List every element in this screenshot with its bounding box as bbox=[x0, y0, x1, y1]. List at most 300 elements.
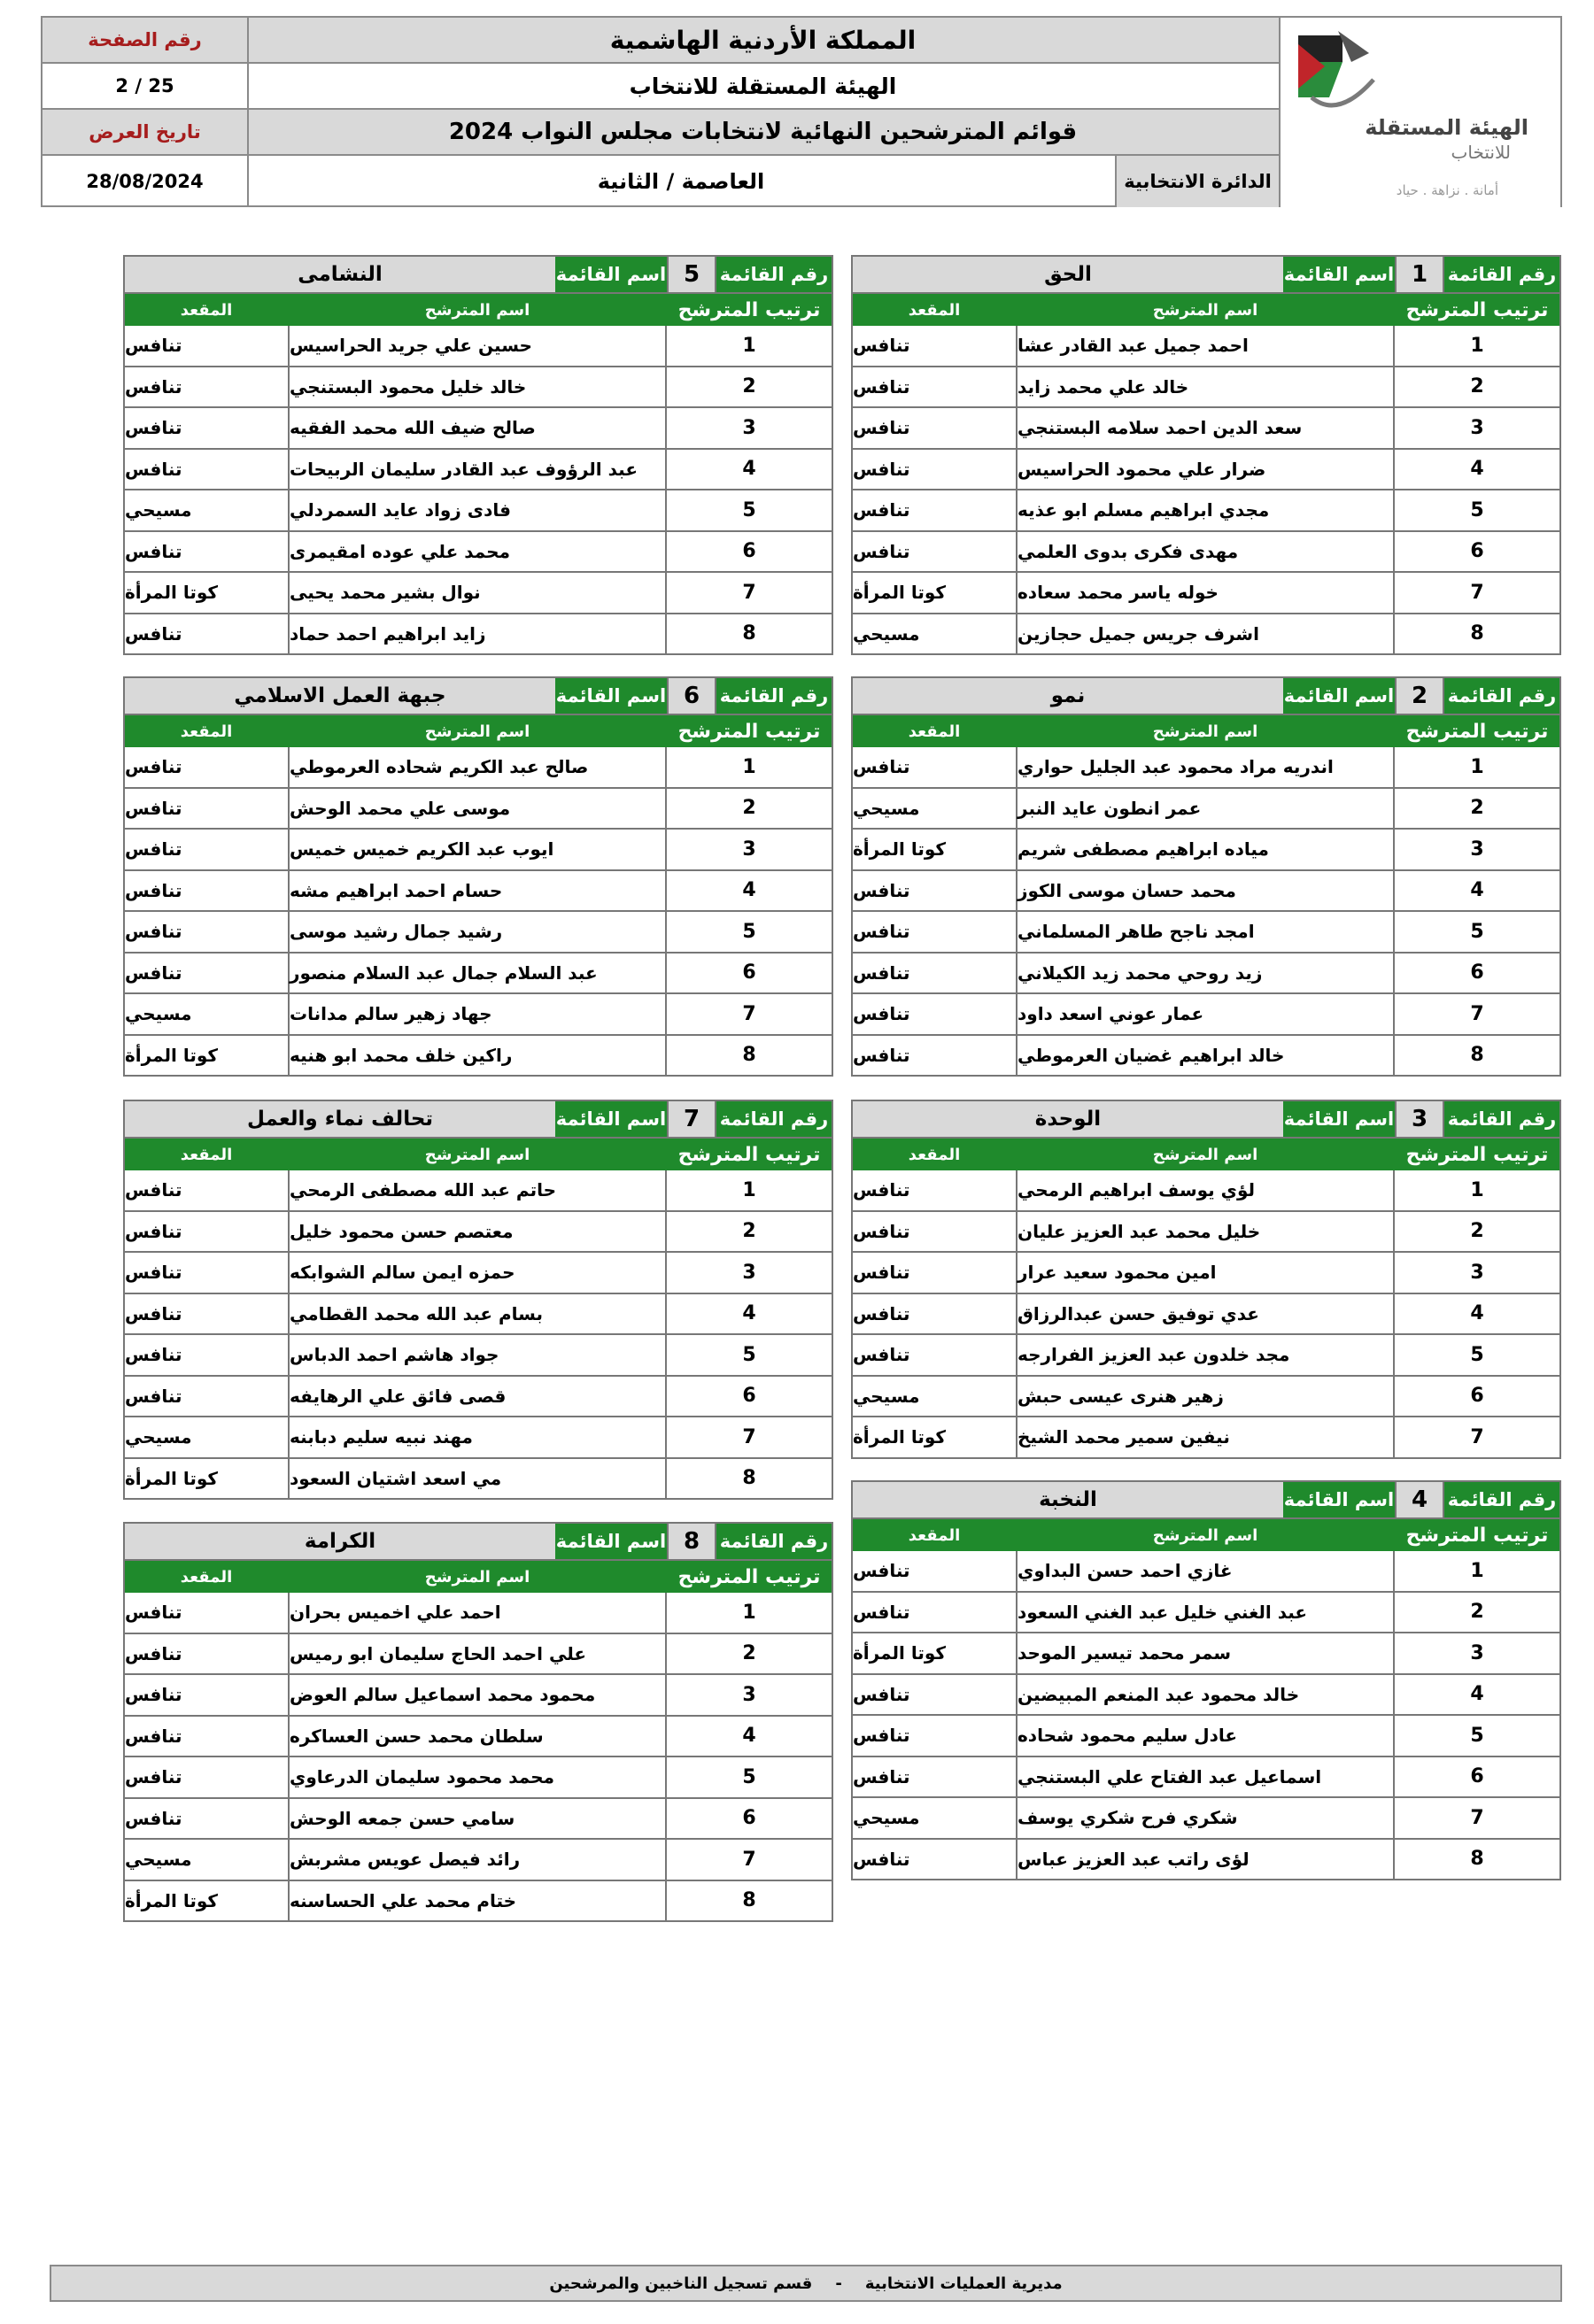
candidate-name: احمد علي اخميس بحران bbox=[288, 1593, 667, 1633]
col-name: اسم المترشح bbox=[1152, 300, 1258, 320]
candidate-seat: تنافس bbox=[125, 622, 182, 645]
candidate-seat: مسيحي bbox=[125, 1849, 192, 1871]
table-row bbox=[123, 408, 833, 450]
candidate-seat: كوتا المرأة bbox=[853, 582, 947, 604]
commission-logo bbox=[1279, 18, 1560, 207]
list-number: 2 bbox=[1395, 678, 1444, 714]
candidate-seat: تنافس bbox=[853, 335, 910, 357]
list-3 bbox=[851, 1100, 1561, 1459]
candidate-name: اسماعيل عبد الفتاح علي البستنجي bbox=[1016, 1757, 1395, 1797]
table-row bbox=[851, 1716, 1561, 1757]
col-name: اسم المترشح bbox=[1152, 722, 1258, 741]
candidate-name: خالد محمود عبد المنعم المبيضين bbox=[1016, 1675, 1395, 1715]
table-row bbox=[123, 954, 833, 995]
candidate-order: 2 bbox=[742, 797, 756, 820]
table-row bbox=[123, 912, 833, 954]
list-6 bbox=[123, 676, 833, 1077]
candidate-name: امجد ناجح طاهر المسلماني bbox=[1016, 912, 1395, 952]
table-row bbox=[123, 1417, 833, 1459]
candidate-order: 3 bbox=[1470, 416, 1484, 439]
candidate-seat: تنافس bbox=[853, 1179, 910, 1201]
candidate-order: 5 bbox=[742, 1765, 756, 1788]
candidate-name: خالد خليل محمود البستنجي bbox=[288, 367, 667, 407]
candidate-name: صالح ضيف الله محمد الفقيه bbox=[288, 408, 667, 448]
candidate-name: معتصم حسن محمود خليل bbox=[288, 1212, 667, 1252]
table-row bbox=[851, 789, 1561, 830]
candidate-seat: تنافس bbox=[853, 1765, 910, 1787]
candidate-order: 3 bbox=[1470, 1641, 1484, 1664]
candidate-order: 8 bbox=[1470, 622, 1484, 645]
candidate-name: خوله ياسر محمد سعاده bbox=[1016, 573, 1395, 613]
column-headers bbox=[123, 715, 833, 747]
footer-separator: - bbox=[835, 2274, 842, 2293]
candidate-name: جواد هاشم احمد الدباس bbox=[288, 1335, 667, 1375]
candidate-name: عبد الرؤوف عبد القادر سليمان الربيحات bbox=[288, 450, 667, 490]
candidate-order: 8 bbox=[742, 1889, 756, 1912]
list-name: الوحدة bbox=[1034, 1108, 1102, 1131]
table-row bbox=[123, 573, 833, 614]
candidate-seat: مسيحي bbox=[125, 1426, 192, 1448]
col-order: ترتيب المترشح bbox=[677, 1143, 821, 1166]
candidate-name: جهاد زهير سالم مدانات bbox=[288, 994, 667, 1034]
candidate-order: 4 bbox=[1470, 879, 1484, 902]
candidate-name: احمد جميل عبد القادر عشا bbox=[1016, 326, 1395, 366]
col-order: ترتيب المترشح bbox=[1405, 1524, 1549, 1547]
table-row bbox=[851, 450, 1561, 491]
candidate-order: 3 bbox=[1470, 838, 1484, 861]
list-name-label: اسم القائمة bbox=[555, 678, 667, 714]
list-7 bbox=[123, 1100, 833, 1500]
table-row bbox=[123, 1840, 833, 1881]
candidate-name: صالح عبد الكريم شحاده العرموطي bbox=[288, 747, 667, 787]
candidate-seat: تنافس bbox=[853, 879, 910, 901]
list-header bbox=[851, 1100, 1561, 1139]
candidate-name: غازي احمد حسن البداوي bbox=[1016, 1551, 1395, 1591]
table-row bbox=[851, 871, 1561, 913]
candidate-seat: تنافس bbox=[125, 458, 182, 480]
page-number-value: 2 / 25 bbox=[43, 64, 247, 110]
list-name: الكرامة bbox=[304, 1530, 376, 1553]
table-row bbox=[851, 747, 1561, 789]
col-seat: المقعد bbox=[180, 722, 233, 741]
candidate-seat: تنافس bbox=[853, 1848, 910, 1870]
candidate-name: لؤى راتب عبد العزيز عباس bbox=[1016, 1840, 1395, 1880]
candidate-seat: تنافس bbox=[853, 1302, 910, 1324]
candidate-name: مي اسعد اشتيان السعود bbox=[288, 1459, 667, 1499]
candidate-seat: تنافس bbox=[125, 1602, 182, 1624]
list-number: 4 bbox=[1395, 1482, 1444, 1517]
candidate-order: 2 bbox=[742, 1642, 756, 1665]
col-seat: المقعد bbox=[908, 1525, 961, 1545]
candidate-order: 1 bbox=[1470, 755, 1484, 778]
table-row bbox=[851, 1593, 1561, 1634]
candidate-name: خليل محمد عبد العزيز عليان bbox=[1016, 1212, 1395, 1252]
table-row bbox=[123, 490, 833, 532]
table-row bbox=[851, 367, 1561, 409]
candidate-name: محمد علي عوده امقيمرى bbox=[288, 532, 667, 572]
candidate-name: فادى زواد عايد السمردلي bbox=[288, 490, 667, 530]
candidate-seat: تنافس bbox=[125, 1725, 182, 1747]
table-row bbox=[123, 1036, 833, 1077]
candidate-seat: تنافس bbox=[853, 1044, 910, 1066]
candidate-seat: تنافس bbox=[853, 756, 910, 778]
candidate-seat: تنافس bbox=[853, 1220, 910, 1242]
candidate-order: 6 bbox=[742, 540, 756, 563]
candidate-order: 7 bbox=[742, 1002, 756, 1025]
col-seat: المقعد bbox=[908, 722, 961, 741]
candidate-seat: تنافس bbox=[853, 458, 910, 480]
candidate-order: 1 bbox=[742, 755, 756, 778]
list-number-label: رقم القائمة bbox=[1444, 1101, 1559, 1137]
candidate-name: عدي توفيق حسن عبدالرزاق bbox=[1016, 1294, 1395, 1334]
table-row bbox=[123, 1294, 833, 1336]
district-label: الدائرة الانتخابية bbox=[1115, 156, 1279, 207]
list-number: 8 bbox=[667, 1524, 716, 1559]
candidate-name: محمد محمود سليمان الدرعاوي bbox=[288, 1757, 667, 1797]
table-row bbox=[123, 1335, 833, 1377]
candidate-name: محمود محمد اسماعيل سالم العوض bbox=[288, 1675, 667, 1715]
table-row bbox=[123, 789, 833, 830]
candidate-order: 7 bbox=[1470, 1806, 1484, 1829]
table-row bbox=[851, 1377, 1561, 1418]
list-number-label: رقم القائمة bbox=[1444, 1482, 1559, 1517]
list-number-label: رقم القائمة bbox=[716, 1524, 832, 1559]
candidate-order: 3 bbox=[742, 1683, 756, 1706]
logo-subtitle: للانتخاب bbox=[1451, 142, 1511, 163]
list-5 bbox=[123, 255, 833, 655]
candidate-order: 7 bbox=[742, 1425, 756, 1448]
candidate-name: سمر محمد تيسير الموحد bbox=[1016, 1633, 1395, 1673]
candidate-order: 2 bbox=[1470, 797, 1484, 820]
table-row bbox=[123, 1634, 833, 1676]
table-row bbox=[123, 450, 833, 491]
candidate-name: لؤي يوسف ابراهيم الرمحي bbox=[1016, 1170, 1395, 1210]
candidate-order: 8 bbox=[742, 1044, 756, 1067]
candidate-order: 6 bbox=[1470, 1765, 1484, 1788]
candidate-name: زايد ابراهيم احمد حماد bbox=[288, 614, 667, 654]
header-meta bbox=[43, 18, 249, 207]
candidate-seat: تنافس bbox=[125, 797, 182, 819]
candidate-seat: كوتا المرأة bbox=[125, 1467, 219, 1489]
candidate-seat: مسيحي bbox=[853, 1807, 920, 1829]
col-order: ترتيب المترشح bbox=[1405, 1143, 1549, 1166]
candidate-order: 2 bbox=[1470, 375, 1484, 398]
candidate-seat: كوتا المرأة bbox=[125, 582, 219, 604]
candidate-name: سامي حسن جمعه الوحش bbox=[288, 1799, 667, 1839]
table-row bbox=[851, 614, 1561, 656]
candidate-name: خالد علي محمد زايد bbox=[1016, 367, 1395, 407]
candidate-name: نيفين سمير محمد الشيخ bbox=[1016, 1417, 1395, 1457]
candidate-name: شكري فرح شكري يوسف bbox=[1016, 1798, 1395, 1838]
table-row bbox=[123, 747, 833, 789]
candidate-seat: كوتا المرأة bbox=[853, 1426, 947, 1448]
list-number-label: رقم القائمة bbox=[716, 257, 832, 292]
col-order: ترتيب المترشح bbox=[677, 298, 821, 321]
candidate-order: 5 bbox=[1470, 920, 1484, 943]
table-row bbox=[123, 1170, 833, 1212]
candidate-order: 5 bbox=[742, 1343, 756, 1366]
candidate-name: سعد الدين احمد سلامه البستنجي bbox=[1016, 408, 1395, 448]
candidate-seat: مسيحي bbox=[853, 797, 920, 819]
candidate-order: 4 bbox=[742, 1725, 756, 1748]
list-name: نمو bbox=[1050, 684, 1086, 707]
list-header bbox=[123, 255, 833, 294]
column-headers bbox=[123, 294, 833, 326]
header-titles bbox=[247, 18, 1279, 207]
table-row bbox=[851, 1212, 1561, 1254]
candidate-name: خالد ابراهيم غضيان العرموطي bbox=[1016, 1036, 1395, 1076]
candidate-seat: كوتا المرأة bbox=[853, 1642, 947, 1664]
logo-motto: أمانة . نزاهة . حياد bbox=[1396, 182, 1498, 198]
table-row bbox=[123, 1459, 833, 1501]
table-row bbox=[851, 1840, 1561, 1881]
table-row bbox=[123, 1593, 833, 1634]
candidate-seat: تنافس bbox=[125, 375, 182, 398]
candidate-name: رائد فيصل عويس مشربش bbox=[288, 1840, 667, 1880]
candidate-name: ختام محمد علي الحساسنه bbox=[288, 1881, 667, 1921]
candidate-name: مجدي ابراهيم مسلم ابو عذيه bbox=[1016, 490, 1395, 530]
list-number: 6 bbox=[667, 678, 716, 714]
candidate-seat: تنافس bbox=[853, 417, 910, 439]
candidate-seat: كوتا المرأة bbox=[125, 1889, 219, 1911]
candidate-order: 3 bbox=[742, 1261, 756, 1284]
candidate-order: 6 bbox=[742, 961, 756, 984]
candidate-seat: تنافس bbox=[125, 1766, 182, 1788]
table-row bbox=[123, 614, 833, 656]
candidate-order: 1 bbox=[742, 1601, 756, 1624]
candidate-name: بسام عبد الله محمد القطامي bbox=[288, 1294, 667, 1334]
candidate-seat: تنافس bbox=[853, 1725, 910, 1747]
candidate-name: عادل سليم محمود شحاده bbox=[1016, 1716, 1395, 1756]
candidate-order: 1 bbox=[1470, 1178, 1484, 1201]
candidate-seat: تنافس bbox=[125, 1642, 182, 1664]
candidate-name: عمر انطون عايد النبر bbox=[1016, 789, 1395, 829]
table-row bbox=[851, 830, 1561, 871]
table-row bbox=[851, 1798, 1561, 1840]
candidate-name: نوال بشير محمد يحيى bbox=[288, 573, 667, 613]
candidate-seat: تنافس bbox=[125, 335, 182, 357]
candidate-seat: تنافس bbox=[125, 921, 182, 943]
candidate-seat: تنافس bbox=[853, 1003, 910, 1025]
table-row bbox=[123, 1253, 833, 1294]
candidate-seat: تنافس bbox=[125, 1807, 182, 1829]
kingdom-title: المملكة الأردنية الهاشمية bbox=[247, 18, 1279, 64]
logo-title: الهيئة المستقلة bbox=[1365, 115, 1528, 140]
col-seat: المقعد bbox=[180, 300, 233, 320]
col-seat: المقعد bbox=[908, 1145, 961, 1164]
candidate-seat: تنافس bbox=[125, 1302, 182, 1324]
candidate-order: 4 bbox=[742, 1302, 756, 1325]
display-date-value: 28/08/2024 bbox=[86, 171, 204, 192]
list-header bbox=[851, 255, 1561, 294]
candidate-order: 1 bbox=[1470, 1559, 1484, 1582]
candidate-order: 5 bbox=[1470, 1724, 1484, 1747]
candidate-seat: تنافس bbox=[853, 1262, 910, 1284]
candidate-order: 3 bbox=[742, 416, 756, 439]
page-footer bbox=[50, 2265, 1562, 2302]
table-row bbox=[123, 367, 833, 409]
table-row bbox=[123, 1377, 833, 1418]
candidate-order: 1 bbox=[742, 334, 756, 357]
candidate-name: علي احمد الحاج سليمان ابو رميس bbox=[288, 1634, 667, 1674]
table-row bbox=[123, 532, 833, 574]
table-row bbox=[851, 1335, 1561, 1377]
candidate-order: 5 bbox=[1470, 498, 1484, 521]
table-row bbox=[851, 994, 1561, 1036]
candidate-order: 4 bbox=[1470, 1683, 1484, 1706]
list-number: 3 bbox=[1395, 1101, 1444, 1137]
candidate-seat: تنافس bbox=[853, 1683, 910, 1705]
page-number-label: رقم الصفحة bbox=[43, 18, 247, 64]
candidate-name: راكين خلف محمد ابو هنيه bbox=[288, 1036, 667, 1076]
footer-section: قسم تسجيل الناخبين والمرشحين bbox=[549, 2274, 813, 2293]
candidate-order: 2 bbox=[742, 1220, 756, 1243]
page-title: قوائم المترشحين النهائية لانتخابات مجلس النواب 2024 bbox=[247, 110, 1279, 156]
district-row bbox=[247, 156, 1279, 207]
candidate-seat: تنافس bbox=[125, 879, 182, 901]
candidate-name: اشرف جريس جميل حجازين bbox=[1016, 614, 1395, 654]
candidate-order: 6 bbox=[742, 1385, 756, 1408]
candidate-name: اندريه مراد محمود عبد الجليل حواري bbox=[1016, 747, 1395, 787]
candidate-order: 5 bbox=[742, 498, 756, 521]
list-header bbox=[123, 1100, 833, 1139]
logo-emblem-icon bbox=[1289, 27, 1378, 124]
list-name: الحق bbox=[1044, 263, 1092, 286]
list-name: جبهة العمل الاسلامي bbox=[234, 684, 446, 707]
candidate-seat: مسيحي bbox=[125, 1003, 192, 1025]
table-row bbox=[851, 1253, 1561, 1294]
table-row bbox=[851, 1633, 1561, 1675]
candidate-order: 4 bbox=[1470, 458, 1484, 481]
table-row bbox=[851, 1675, 1561, 1717]
candidate-order: 8 bbox=[742, 1467, 756, 1490]
candidate-name: حسام احمد ابراهيم مشه bbox=[288, 871, 667, 911]
list-name: تحالف نماء والعمل bbox=[246, 1108, 434, 1131]
page-header bbox=[41, 16, 1562, 207]
table-row bbox=[123, 326, 833, 367]
display-date-label: تاريخ العرض bbox=[43, 110, 247, 156]
commission-title: الهيئة المستقلة للانتخاب bbox=[247, 64, 1279, 110]
col-name: اسم المترشح bbox=[424, 300, 530, 320]
candidate-order: 2 bbox=[1470, 1220, 1484, 1243]
candidate-seat: مسيحي bbox=[125, 499, 192, 521]
list-header bbox=[851, 1480, 1561, 1519]
candidate-name: مهدى فكرى بدوى العلمي bbox=[1016, 532, 1395, 572]
candidate-order: 4 bbox=[1470, 1302, 1484, 1325]
candidate-order: 6 bbox=[1470, 961, 1484, 984]
list-name-label: اسم القائمة bbox=[1283, 1101, 1395, 1137]
footer-directorate: مديرية العمليات الانتخابية bbox=[864, 2274, 1063, 2293]
candidate-order: 3 bbox=[742, 838, 756, 861]
candidate-order: 6 bbox=[1470, 540, 1484, 563]
list-header bbox=[123, 676, 833, 715]
table-row bbox=[851, 326, 1561, 367]
candidate-name: امين محمود سعيد عرار bbox=[1016, 1253, 1395, 1293]
table-row bbox=[851, 1551, 1561, 1593]
candidate-seat: تنافس bbox=[853, 1560, 910, 1582]
candidate-name: محمد حسان موسى الكوز bbox=[1016, 871, 1395, 911]
list-header bbox=[123, 1522, 833, 1561]
column-headers bbox=[851, 715, 1561, 747]
column-headers bbox=[123, 1561, 833, 1593]
list-name-label: اسم القائمة bbox=[1283, 1482, 1395, 1517]
candidate-seat: تنافس bbox=[125, 961, 182, 984]
table-row bbox=[851, 1757, 1561, 1799]
candidate-name: حمزه ايمن سالم الشوابكه bbox=[288, 1253, 667, 1293]
district-value: العاصمة / الثانية bbox=[597, 169, 765, 194]
candidate-name: مهند نبيه سليم دبابنه bbox=[288, 1417, 667, 1457]
candidate-order: 4 bbox=[742, 879, 756, 902]
candidate-name: قصى فائق علي الرهايفه bbox=[288, 1377, 667, 1417]
candidate-seat: تنافس bbox=[125, 1179, 182, 1201]
candidate-seat: تنافس bbox=[853, 961, 910, 984]
candidate-name: عبد السلام جمال عبد السلام منصور bbox=[288, 954, 667, 993]
candidate-name: عمار عوني اسعد داود bbox=[1016, 994, 1395, 1034]
table-row bbox=[123, 994, 833, 1036]
list-number-label: رقم القائمة bbox=[716, 1101, 832, 1137]
col-seat: المقعد bbox=[908, 300, 961, 320]
candidate-seat: تنافس bbox=[853, 1601, 910, 1623]
candidate-seat: تنافس bbox=[125, 1684, 182, 1706]
candidate-order: 5 bbox=[1470, 1343, 1484, 1366]
col-name: اسم المترشح bbox=[424, 722, 530, 741]
table-row bbox=[123, 830, 833, 871]
candidate-name: عبد الغني خليل عبد الغني السعود bbox=[1016, 1593, 1395, 1633]
candidate-seat: تنافس bbox=[853, 1344, 910, 1366]
candidate-order: 7 bbox=[1470, 1002, 1484, 1025]
table-row bbox=[851, 1036, 1561, 1077]
candidate-seat: مسيحي bbox=[853, 1385, 920, 1407]
table-row bbox=[123, 1675, 833, 1717]
table-row bbox=[123, 871, 833, 913]
candidate-order: 6 bbox=[1470, 1385, 1484, 1408]
list-name-label: اسم القائمة bbox=[555, 1101, 667, 1137]
col-name: اسم المترشح bbox=[424, 1145, 530, 1164]
list-name: النشامى bbox=[298, 263, 383, 286]
list-name: النخبة bbox=[1039, 1488, 1097, 1511]
table-row bbox=[851, 532, 1561, 574]
list-name-label: اسم القائمة bbox=[1283, 678, 1395, 714]
column-headers bbox=[851, 1139, 1561, 1170]
col-seat: المقعد bbox=[180, 1567, 233, 1587]
list-header bbox=[851, 676, 1561, 715]
candidate-order: 8 bbox=[742, 622, 756, 645]
candidate-order: 8 bbox=[1470, 1044, 1484, 1067]
table-row bbox=[123, 1799, 833, 1841]
candidate-name: حسين علي جريد الحراسيس bbox=[288, 326, 667, 366]
list-2 bbox=[851, 676, 1561, 1077]
table-row bbox=[851, 490, 1561, 532]
column-headers bbox=[123, 1139, 833, 1170]
candidate-name: زهير هنرى عيسى حبش bbox=[1016, 1377, 1395, 1417]
candidate-seat: تنافس bbox=[125, 1262, 182, 1284]
candidate-seat: تنافس bbox=[125, 1385, 182, 1407]
candidate-name: حاتم عبد الله مصطفى الرمحي bbox=[288, 1170, 667, 1210]
candidate-order: 2 bbox=[1470, 1601, 1484, 1624]
candidate-seat: تنافس bbox=[125, 1220, 182, 1242]
candidate-order: 2 bbox=[742, 375, 756, 398]
candidate-order: 7 bbox=[742, 1848, 756, 1871]
candidate-name: زيد روحي محمد زيد الكيلاني bbox=[1016, 954, 1395, 993]
table-row bbox=[123, 1757, 833, 1799]
column-headers bbox=[851, 1519, 1561, 1551]
table-row bbox=[123, 1212, 833, 1254]
candidate-order: 7 bbox=[742, 581, 756, 604]
col-order: ترتيب المترشح bbox=[677, 720, 821, 743]
candidate-seat: تنافس bbox=[853, 540, 910, 562]
table-row bbox=[851, 1170, 1561, 1212]
candidate-seat: تنافس bbox=[125, 417, 182, 439]
